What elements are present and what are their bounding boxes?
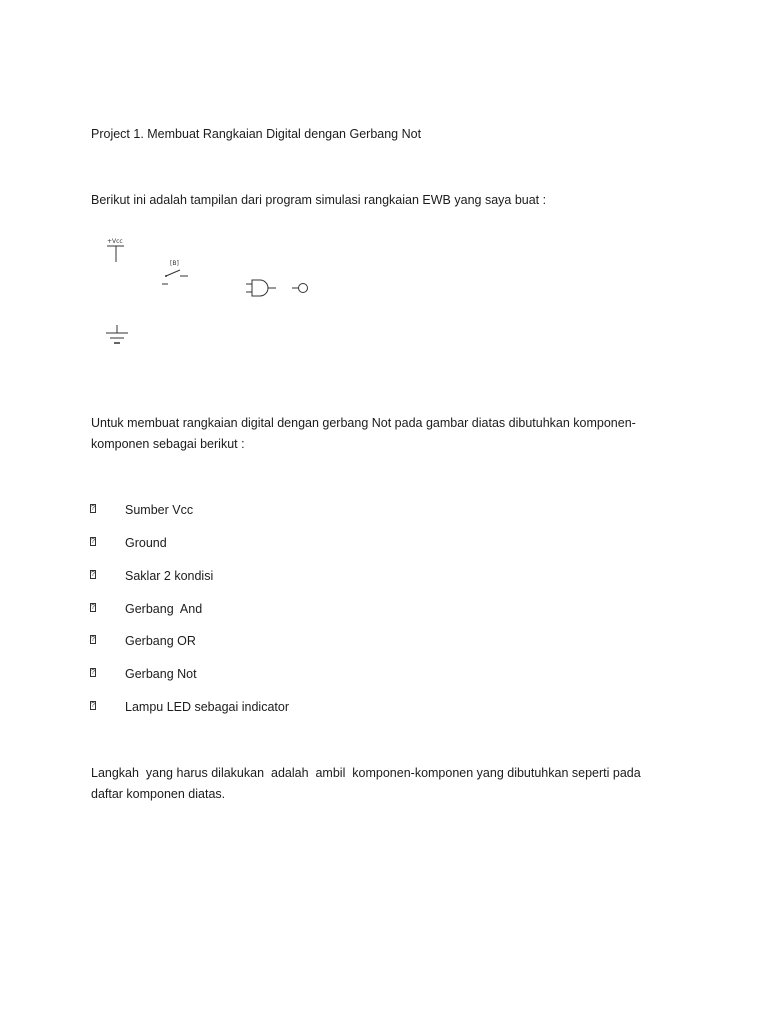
bullet-placeholder-icon: ? [91, 505, 95, 512]
closing-line-2: daftar komponen diatas. [91, 787, 226, 801]
bullet-placeholder-icon: ? [91, 571, 95, 578]
list-item-label: Sumber Vcc [125, 503, 194, 517]
list-item-label: Gerbang And [125, 602, 203, 616]
list-item [90, 533, 490, 553]
list-item-label: Gerbang OR [125, 634, 196, 648]
list-item [90, 500, 490, 520]
bullet-placeholder-icon: ? [91, 538, 95, 545]
list-item-label: Lampu LED sebagai indicator [125, 700, 289, 714]
switch-icon [162, 260, 188, 284]
switch-label: [B] [170, 260, 179, 267]
list-item [90, 599, 490, 619]
circuit-diagram-svg [100, 232, 320, 352]
bullet-placeholder-icon: ? [91, 702, 95, 709]
description-line-1: Untuk membuat rangkaian digital dengan gerbang Not pada gambar diatas dibutuhkan komponen- [91, 416, 636, 430]
closing-line-1: Langkah yang harus dilakukan adalah ambil komponen-komponen yang dibutuhkan seperti pada [91, 766, 641, 780]
list-item [90, 566, 490, 586]
led-indicator-icon [292, 284, 308, 293]
list-item [90, 664, 490, 684]
bullet-placeholder-icon: ? [91, 636, 95, 643]
ground-icon [106, 325, 128, 343]
list-item-label: Gerbang Not [125, 667, 197, 681]
vcc-label: +Vcc [107, 238, 123, 245]
bullet-placeholder-icon: ? [91, 669, 95, 676]
and-gate-icon [246, 280, 276, 296]
description-line-2: komponen sebagai berikut : [91, 437, 245, 451]
page-title: Project 1. Membuat Rangkaian Digital dengan Gerbang Not [91, 127, 422, 141]
intro-paragraph: Berikut ini adalah tampilan dari program simulasi rangkaian EWB yang saya buat : [91, 193, 547, 207]
bullet-placeholder-icon: ? [91, 604, 95, 611]
list-item-label: Ground [125, 536, 167, 550]
vcc-source-icon [107, 238, 124, 262]
circuit-diagram [100, 232, 320, 352]
list-item [90, 697, 490, 717]
list-item [90, 631, 490, 651]
list-item-label: Saklar 2 kondisi [125, 569, 214, 583]
